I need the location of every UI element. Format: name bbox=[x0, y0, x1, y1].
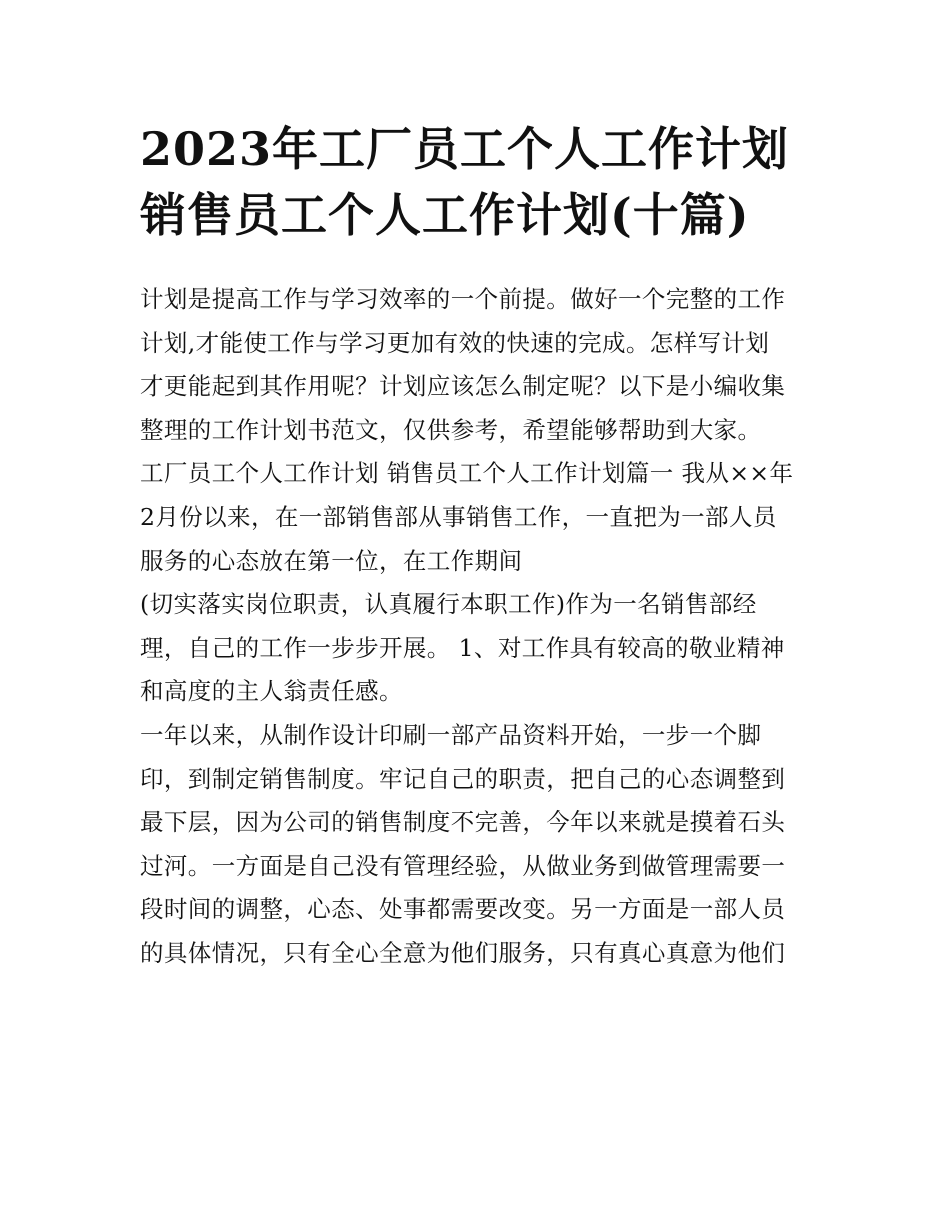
body-line: 计划,才能使工作与学习更加有效的快速的完成。怎样写计划 bbox=[140, 328, 770, 357]
document-body bbox=[140, 278, 830, 976]
title-line: 销售员工个人工作计划(十篇) bbox=[140, 188, 750, 242]
body-line: 段时间的调整，心态、处事都需要改变。另一方面是一部人员 bbox=[140, 895, 786, 924]
body-line: 过河。一方面是自己没有管理经验，从做业务到做管理需要一 bbox=[140, 851, 786, 880]
body-line: 2月份以来，在一部销售部从事销售工作，一直把为一部人员 bbox=[140, 502, 777, 531]
body-line: 计划是提高工作与学习效率的一个前提。做好一个完整的工作 bbox=[140, 285, 786, 313]
body-line: 印，到制定销售制度。牢记自己的职责，把自己的心态调整到 bbox=[140, 764, 786, 793]
body-line: 服务的心态放在第一位，在工作期间 bbox=[140, 546, 523, 575]
body-line: 理，自己的工作一步步开展。 1、对工作具有较高的敬业精神 bbox=[140, 633, 785, 662]
title-line: 2023年工厂员工个人工作计划 bbox=[140, 122, 790, 176]
document-title bbox=[140, 116, 820, 248]
body-line: 工厂员工个人工作计划 销售员工个人工作计划篇一 我从××年 bbox=[140, 459, 794, 488]
body-line: 和高度的主人翁责任感。 bbox=[140, 677, 403, 706]
body-line: 一年以来，从制作设计印刷一部产品资料开始，一步一个脚 bbox=[140, 720, 762, 749]
body-line: 整理的工作计划书范文，仅供参考，希望能够帮助到大家。 bbox=[140, 415, 762, 444]
body-line: (切实落实岗位职责，认真履行本职工作)作为一名销售部经 bbox=[140, 590, 757, 619]
body-line: 最下层，因为公司的销售制度不完善，今年以来就是摸着石头 bbox=[140, 808, 786, 837]
body-line: 才更能起到其作用呢？计划应该怎么制定呢？以下是小编收集 bbox=[140, 372, 786, 401]
body-line: 的具体情况，只有全心全意为他们服务，只有真心真意为他们 bbox=[140, 938, 786, 967]
